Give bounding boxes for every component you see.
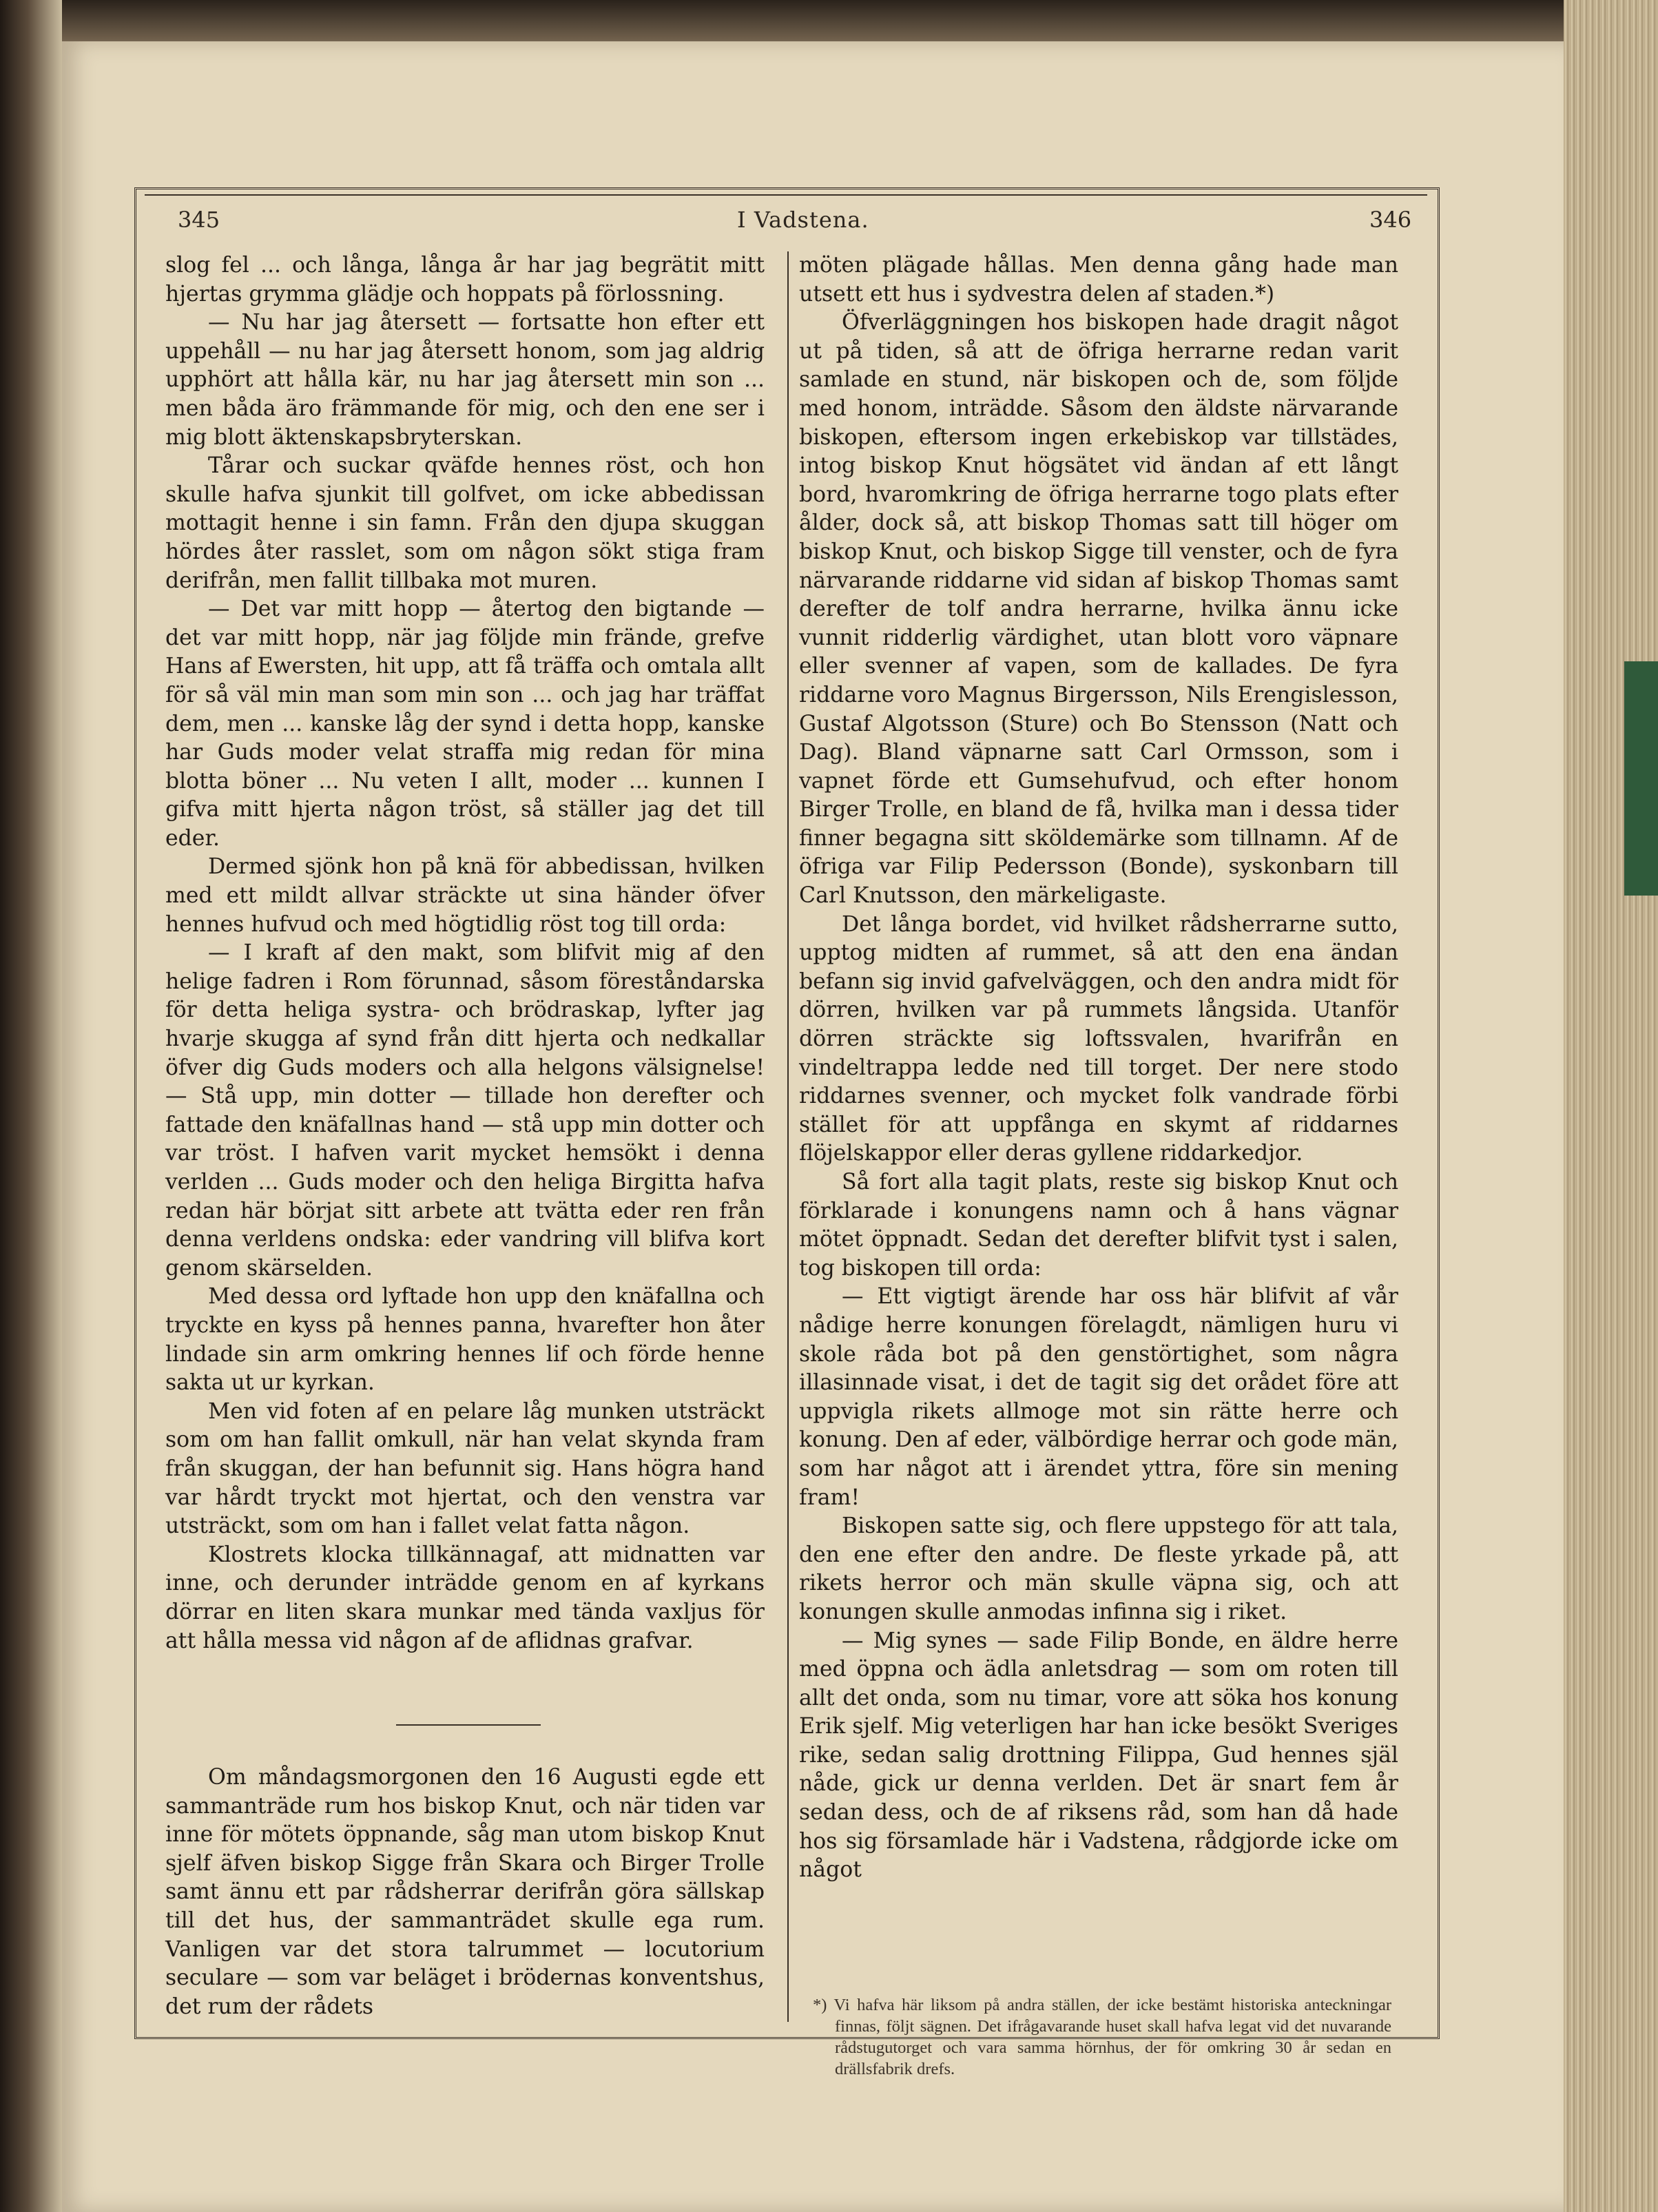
book-binding-left: [0, 0, 62, 2212]
paragraph: — Ett vigtigt ärende har oss här blifvit af vår nådige herre konungen förelagdt, nämligen huru vi skole råda bot på den genstörtighet, som några illasinnade visat, i det de tagit sig det orådet före att uppvigla rikets allmoge mot sin rätte herre och konung. Den af eder, välbördige herrar och gode män, som har något att i ärendet yttra, före sin mening fram!: [799, 1284, 1398, 1510]
page-stack-edge: [1564, 0, 1658, 2212]
bookmark-tab: [1624, 661, 1658, 896]
paragraph: Så fort alla tagit plats, reste sig biskop Knut och förklarade i konungens namn och å hans vägnar mötet öppnadt. Sedan det derefter blifvit tyst i salen, tog biskopen till orda:: [799, 1170, 1398, 1281]
paragraph: Tårar och suckar qväfde hennes röst, och hon skulle hafva sjunkit till golfvet, om icke abbedissan mottagit henne i sin famn. Från den djupa skuggan hördes åter rasslet, som om någon sökt stiga fram derifrån, men fallit tillbaka mot muren.: [165, 453, 765, 593]
left-column: [165, 251, 765, 1655]
paragraph: Dermed sjönk hon på knä för abbedissan, hvilken med ett mildt allvar sträckte ut sina händer öfver hennes hufvud och med högtidlig röst tog till orda:: [165, 854, 765, 937]
right-page-number: 346: [1369, 207, 1412, 233]
paragraph: — Det var mitt hopp — återtog den bigtande — det var mitt hopp, när jag följde min frände, grefve Hans af Ewersten, hit upp, att få träffa och omtala allt för så väl min man som min son ... och jag har träffat dem, men ... kanske låg der synd i detta hopp, kanske har Guds moder velat straffa mig redan för mina blotta böner ... Nu veten I allt, moder ... kunnen I gifva mitt hjerta någon tröst, så ställer jag det till eder.: [165, 597, 765, 851]
paragraph: Om måndagsmorgonen den 16 Augusti egde ett sammanträde rum hos biskop Knut, och när tiden var inne för mötets öppnande, såg man utom biskop Knut sjelf äfven biskop Sigge från Skara och Birger Trolle samt ännu ett par rådsherrar derifrån göra sällskap till det hus, der sammanträdet skulle ega rum. Vanligen var det stora talrummet — locutorium seculare — som var beläget i brödernas konventshus, det rum der rådets: [165, 1765, 765, 2019]
column-divider: [787, 251, 789, 2022]
paragraph: — Mig synes — sade Filip Bonde, en äldre herre med öppna och ädla anletsdrag — som om roten till allt det onda, som nu timar, vore att söka hos konung Erik sjelf. Mig veterligen har han icke besökt Sveriges rike, sedan salig drottning Filippa, Gud hennes själ nåde, gick ur denna verlden. Det är snart fem år sedan dess, och de af riksens råd, som han då hade hos sig församlade här i Vadstena, rådgjorde icke om något: [799, 1628, 1398, 1883]
paragraph: Biskopen satte sig, och flere uppstego för att tala, den ene efter den andre. De fleste yrkade på, att rikets herror och män skulle väpna sig, och att konungen skulle anmodas infinna sig i riket.: [799, 1513, 1398, 1624]
section-separator: [396, 1724, 541, 1726]
header-rule: [145, 194, 1427, 196]
footnote-text: *) Vi hafva här liksom på andra ställen, der icke bestämt historiska anteckningar finnas, följt sägnen. Det ifrågavarande huset skall hafva legat vid det nuvarande rådstugutorget och vara samma hörnhus, der för omkring 30 år sedan en drällsfabrik drefs.: [813, 1996, 1391, 2078]
left-column-new-section: [165, 1764, 765, 2021]
right-column: [799, 251, 1398, 1885]
paragraph: Klostrets klocka tillkännagaf, att midnatten var inne, och derunder inträdde genom en af kyrkans dörrar en liten skara munkar med tända vaxljus för att hålla messa vid någon af de aflidnas grafvar.: [165, 1542, 765, 1653]
paragraph: Men vid foten af en pelare låg munken utsträckt som om han fallit omkull, när han velat skynda fram från skuggan, der han befunnit sig. Hans högra hand var hårdt tryckt mot hjertat, och den venstra var utsträckt, som om han i fallet velat fatta någon.: [165, 1398, 765, 1539]
left-page-number: 345: [178, 207, 220, 233]
paragraph: Det långa bordet, vid hvilket rådsherrarne sutto, upptog midten af rummet, så att den ena ändan befann sig invid gafvelväggen, och den andra midt för dörren, hvilken var på rummets långsida. Utanför dörren sträckte sig loftssvalen, hvarifrån en vindeltrappa ledde ned till torget. Der nere stodo riddarnes svenner, och mycket folk vandrade förbi stället för att uppfånga en skymt af riddarnes flöjelskappor eller deras gyllene riddarkedjor.: [799, 911, 1398, 1166]
paragraph: — I kraft af den makt, som blifvit mig af den helige fadren i Rom förunnad, såsom föreståndarska för detta heliga systra- och brödraskap, lyfter jag hvarje skugga af synd från ditt hjerta och nedkallar öfver dig Guds moders och alla helgons välsignelse! — Stå upp, min dotter — tillade hon derefter och fattade den knäfallnas hand — stå upp min dotter och var tröst. I hafven varit mycket hemsökt i denna verlden ... Guds moder och den heliga Birgitta hafva redan här börjat sitt arbete att tvätta eder ren från denna verldens ondska: eder vandring vill blifva kort genom skärselden.: [165, 940, 765, 1281]
paragraph: — Nu har jag återsett — fortsatte hon efter ett uppehåll — nu har jag återsett honom, som jag aldrig upphört att hålla kär, nu har jag återsett min son ... men båda äro främmande för mig, och den ene ser i mig blott äktenskapsbryterskan.: [165, 310, 765, 450]
paragraph: möten plägade hållas. Men denna gång hade man utsett ett hus i sydvestra delen af staden.*): [799, 253, 1398, 307]
paragraph: slog fel ... och långa, långa år har jag begrätit mitt hjertas grymma glädje och hoppats på förlossning.: [165, 253, 765, 307]
running-title: I Vadstena.: [737, 207, 869, 233]
paragraph: Öfverläggningen hos biskopen hade dragit något ut på tiden, så att de öfriga herrarne redan varit samlade en stund, när biskopen och de, som följde med honom, inträdde. Såsom den äldste närvarande biskopen, eftersom ingen erkebiskop var tillstädes, intog biskop Knut högsätet vid ändan af ett långt bord, hvaromkring de öfriga herrarne togo plats efter ålder, dock så, att biskop Thomas satt till höger om biskop Knut, och biskop Sigge till venster, och de fyra närvarande riddarne vid sidan af biskop Thomas samt derefter de tolf andra herrarne, hvilka ännu icke vunnit ridderlig värdighet, utan blott voro väpnare eller svenner af vapen, som de kallades. De fyra riddarne voro Magnus Birgersson, Nils Erengislesson, Gustaf Algotsson (Sture) och Bo Stensson (Natt och Dag). Bland väpnarne satt Carl Ormsson, som i vapnet förde ett Gumsehufvud, och efter honom Birger Trolle, en bland de få, hvilka man i dessa tider finner begagna sitt sköldemärke som tillnamn. Af de öfriga var Filip Pedersson (Bonde), syskonbarn till Carl Knutsson, den märkeligaste.: [799, 310, 1398, 909]
footnote: [799, 1994, 1391, 2080]
paragraph: Med dessa ord lyftade hon upp den knäfallna och tryckte en kyss på hennes panna, hvarefter hon åter lindade sin arm omkring hennes lif och förde henne sakta ut ur kyrkan.: [165, 1284, 765, 1396]
